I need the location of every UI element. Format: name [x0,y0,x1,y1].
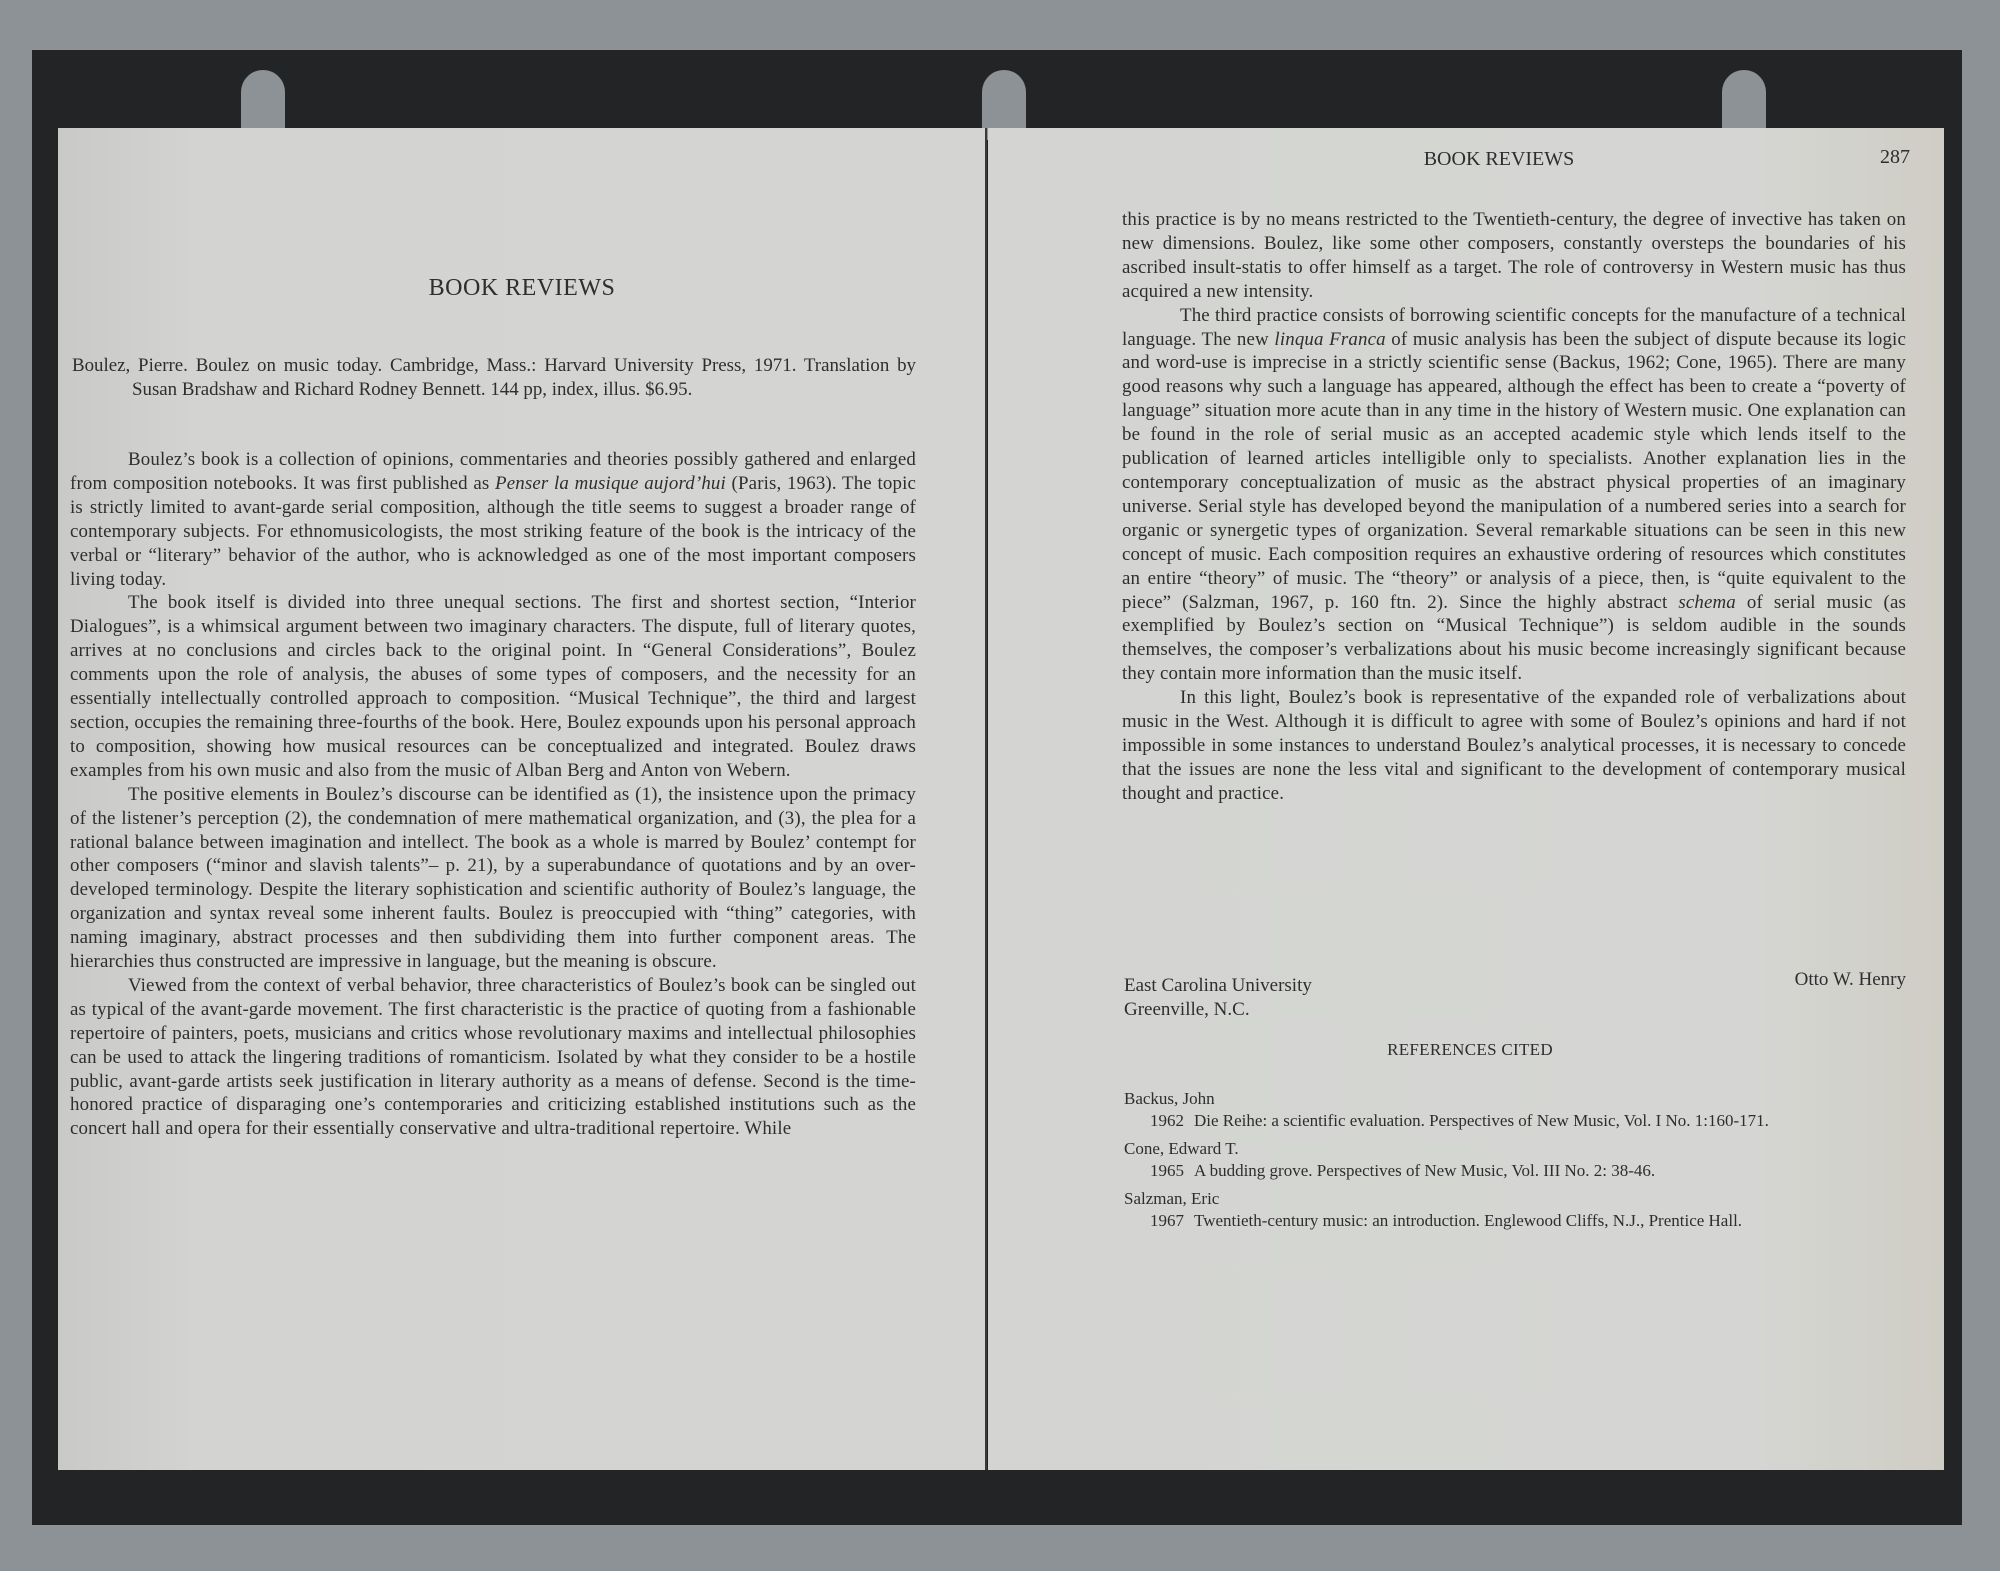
references-list [1124,1088,1910,1238]
reference-entry [1124,1160,1910,1182]
running-head: BOOK REVIEWS [1423,148,1575,170]
reference-year: 1965 [1150,1161,1184,1180]
page-title: BOOK REVIEWS [428,275,616,301]
reference-entry [1124,1110,1910,1132]
reference-author: Salzman, Eric [1124,1189,1220,1208]
reference-entry [1124,1210,1910,1232]
reference-text: A budding grove. Perspectives of New Music, Vol. III No. 2: 38-46. [1194,1161,1656,1180]
reference-author: Backus, John [1124,1089,1215,1108]
reference-item [1124,1138,1910,1182]
paragraph: The book itself is divided into three unequal sections. The first and shortest section, “Interior Dialogues”, is a whimsical argument between two imaginary characters. The dispute, full of literary quotes, arrives at no conclusions and circles back to the original point. In “General Considerations”, Boulez comments upon the role of analysis, the abuses of some types of composers, and the necessity for an essentially intellectually controlled approach to composition. “Musical Technique”, the third and largest section, occupies the remaining three-fourths of the book. Here, Boulez expounds upon his personal approach to composition, showing how musical resources can be conceptualized and integrated. Boulez draws examples from his own music and also from the music of Alban Berg and Anton von Webern. [70,592,916,781]
paragraph: The third practice consists of borrowing scientific concepts for the manufacture of a technical language. The new linqua Franca of music analysis has been the subject of dispute because its logic and word-use is imprecise in a strictly scientific sense (Backus, 1962; Cone, 1965). There are many good reasons why such a language has appeared, although the effect has been to create a “poverty of language” situation more acute than in any time in the history of Western music. One explanation can be found in the role of serial music as an accepted academic style which lends itself to the publication of learned articles intelligible only to specialists. Another explanation lies in the contemporary conceptualization of music as the abstract physical properties of an imaginary universe. Serial style has developed beyond the manipulation of a numbered series into a search for organic or synergetic types of organization. Several remarkable situations can be seen in this new concept of music. Each composition requires an exhaustive ordering of resources which constitutes an entire “theory” of music. The “theory” or analysis of a piece, then, is “quite equivalent to the piece” (Salzman, 1967, p. 160 ftn. 2). Since the highly abstract schema of serial music (as exemplified by Boulez’s section on “Musical Technique”) is seldom audible in the sounds themselves, the composer’s verbalizations about his music become increasingly significant because they contain more information than the music itself. [1122,304,1906,685]
reference-year: 1962 [1150,1111,1184,1130]
signature-block [1124,969,1906,1022]
reference-item [1124,1188,1910,1232]
reviewer-name: Otto W. Henry [1794,969,1906,990]
right-page-body [1122,208,1906,806]
reference-text: Die Reihe: a scientific evaluation. Perspectives of New Music, Vol. I No. 1:160-171. [1194,1111,1769,1130]
references-heading: REFERENCES CITED [1387,1040,1553,1059]
paragraph: In this light, Boulez’s book is representative of the expanded role of verbalizations about music in the West. Although it is difficult to agree with some of Boulez’s opinions and hard if not impossible in some instances to understand Boulez’s analytical processes, it is necessary to concede that the issues are none the less vital and significant to the development of contemporary musical thought and practice. [1122,687,1906,804]
left-page [58,128,986,1470]
reference-text: Twentieth-century music: an introduction. Englewood Cliffs, N.J., Prentice Hall. [1194,1211,1743,1230]
reference-item [1124,1088,1910,1132]
reference-author: Cone, Edward T. [1124,1139,1239,1158]
affiliation-line: Greenville, N.C. [1124,999,1250,1020]
paragraph: this practice is by no means restricted to the Twentieth-century, the degree of invective has taken on new dimensions. Boulez, like some other composers, constantly oversteps the boundaries of his ascribed insult-statis to offer himself as a target. The role of controversy in Western music has thus acquired a new intensity. [1122,209,1906,302]
page-number: 287 [1880,146,1910,168]
book-citation: Boulez, Pierre. Boulez on music today. Cambridge, Mass.: Harvard University Press, 1971. Translation by Susan Bradshaw and Richard Rodney Bennett. 144 pp, index, illus. $6.95. [72,355,916,400]
reference-year: 1967 [1150,1211,1184,1230]
paragraph: The positive elements in Boulez’s discourse can be identified as (1), the insistence upon the primacy of the listener’s perception (2), the condemnation of mere mathematical organization, and (3), the plea for a rational balance between imagination and intellect. The book as a whole is marred by Boulez’ contempt for other composers (“minor and slavish talents”– p. 21), by a superabundance of quotations and by an over-developed terminology. Despite the literary sophistication and scientific authority of Boulez’s language, the organization and syntax reveal some inherent faults. Boulez is preoccupied with “thing” categories, with naming imaginary, abstract processes and then subdividing them into further component areas. The hierarchies thus constructed are impressive in language, but the meaning is obscure. [70,783,916,973]
paragraph: Boulez’s book is a collection of opinions, commentaries and theories possibly gathered and enlarged from composition notebooks. It was first published as Penser la musique aujord’hui (Paris, 1963). The topic is strictly limited to avant-garde serial composition, although the title seems to suggest a broader range of contemporary subjects. For ethnomusicologists, the most striking feature of the book is the intricacy of the verbal or “literary” behavior of the author, who is acknowledged as one of the most important composers living today. [70,449,917,590]
affiliation-line: East Carolina University [1124,975,1312,996]
left-page-body [70,448,916,1141]
page-gutter-line [985,128,987,1470]
paragraph: Viewed from the context of verbal behavior, three characteristics of Boulez’s book can be singled out as typical of the avant-garde movement. The first characteristic is the practice of quoting from a fashionable repertoire of painters, poets, musicians and critics whose revolutionary maxims and intellectual philosophies can be used to attack the lingering traditions of romanticism. Isolated by what they consider to be a hostile public, avant-garde artists seek justification in literary authority as a means of defense. Second is the time-honored practice of disparaging one’s contemporaries and criticizing established institutions such as the concert hall and opera for their essentially conservative and ultra-traditional repertoire. While [70,974,916,1140]
right-page [988,128,1944,1470]
